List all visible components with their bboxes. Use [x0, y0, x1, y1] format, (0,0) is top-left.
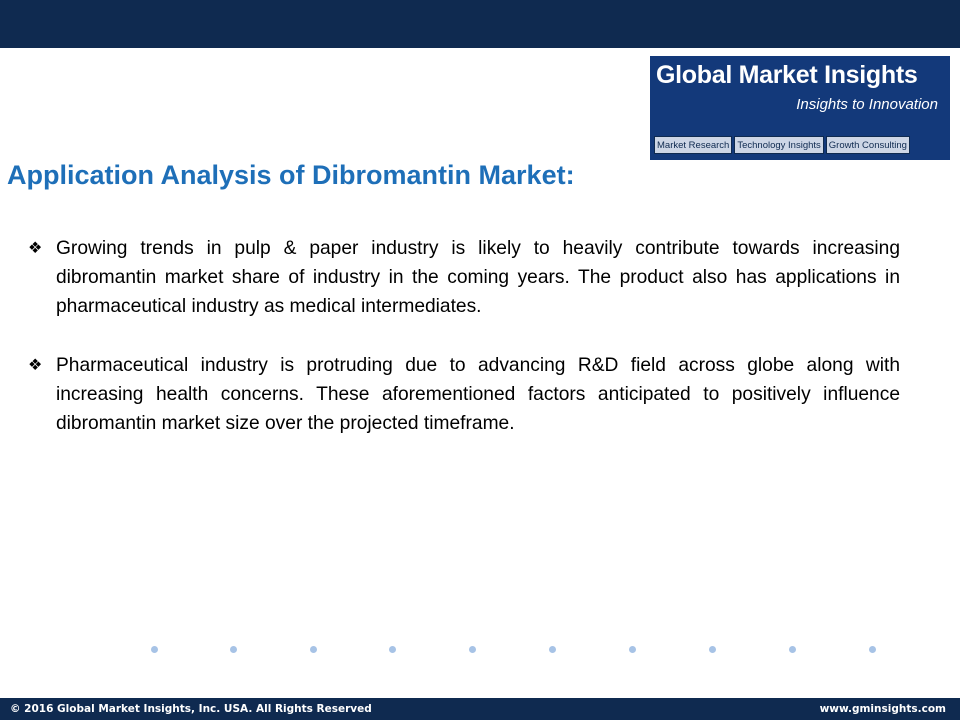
logo-tab-technology-insights: Technology Insights: [734, 136, 823, 154]
company-logo[interactable]: [650, 56, 950, 160]
logo-title: Global Market Insights: [656, 61, 918, 89]
website-link[interactable]: www.gminsights.com: [819, 703, 946, 715]
dot: [869, 646, 876, 653]
footer-bar: [0, 698, 960, 720]
bullet-item: [28, 351, 900, 438]
logo-tab-market-research: Market Research: [654, 136, 732, 154]
dot: [469, 646, 476, 653]
top-banner: [0, 0, 960, 48]
bullet-text: Growing trends in pulp & paper industry is likely to heavily contribute towards increasing dibromantin market share of industry in the coming years. The product also has applications in pharmaceutical industry as medical intermediates.: [56, 238, 900, 317]
dot: [389, 646, 396, 653]
dot: [310, 646, 317, 653]
logo-tabs: [654, 136, 944, 154]
bullet-list: [28, 234, 900, 468]
copyright-text: © 2016 Global Market Insights, Inc. USA. All Rights Reserved: [10, 703, 372, 715]
dot: [549, 646, 556, 653]
decorative-dots: [140, 640, 900, 660]
slide-title: Application Analysis of Dibromantin Market:: [7, 160, 575, 190]
bullet-item: [28, 234, 900, 321]
dot: [709, 646, 716, 653]
dot: [629, 646, 636, 653]
diamond-bullet-icon: ❖: [28, 357, 43, 374]
dot: [230, 646, 237, 653]
diamond-bullet-icon: ❖: [28, 240, 43, 257]
dot: [789, 646, 796, 653]
logo-tagline: Insights to Innovation: [796, 96, 938, 113]
logo-tab-growth-consulting: Growth Consulting: [826, 136, 910, 154]
bullet-text: Pharmaceutical industry is protruding due to advancing R&D field across globe along with increasing health concerns. These aforementioned factors anticipated to positively influence dibromantin market size over the projected timeframe.: [56, 355, 900, 434]
dot: [151, 646, 158, 653]
